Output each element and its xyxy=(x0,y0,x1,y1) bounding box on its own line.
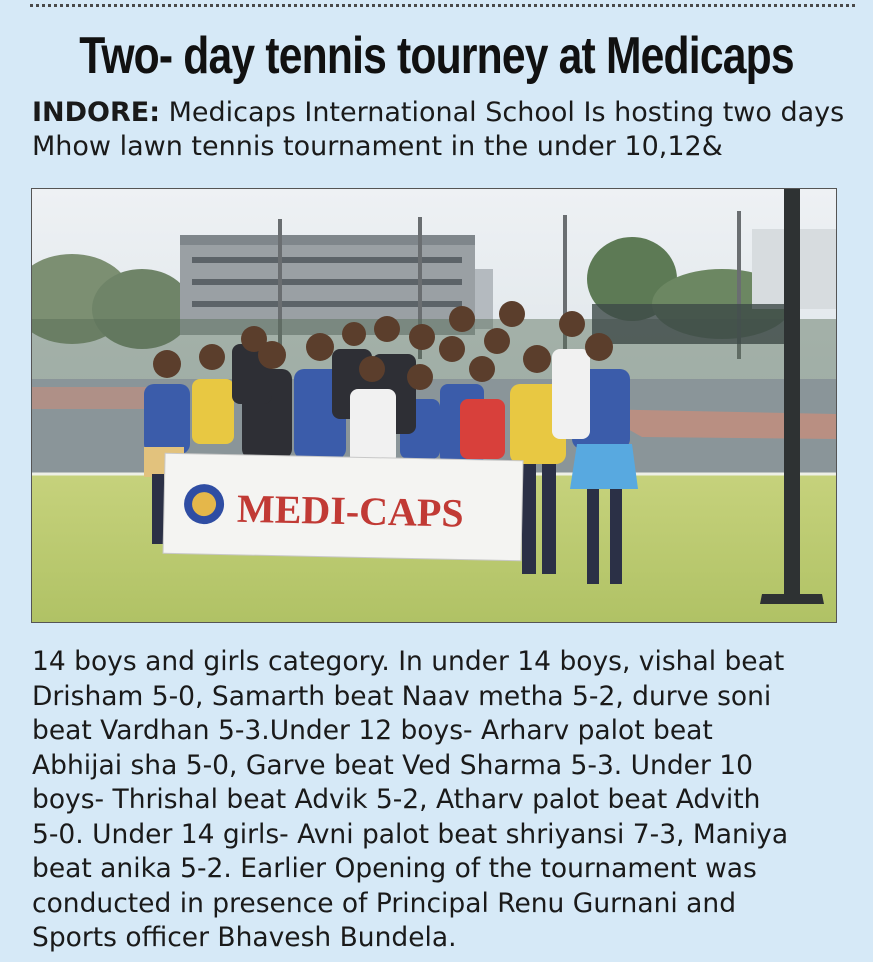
medicaps-banner xyxy=(163,453,523,560)
dateline: INDORE: xyxy=(32,97,161,128)
lead-paragraph xyxy=(32,96,853,164)
banner-text: MEDI-CAPS xyxy=(236,485,465,536)
lead-text: Medicaps International School Is hosting two days Mhow lawn tennis tournament in the under 10,12& xyxy=(32,97,845,162)
article-body: 14 boys and girls category. In under 14 boys, vishal beat Drisham 5-0, Samarth beat Naav metha 5-2, durve soni beat Vardhan 5-3.Under 12 boys- Arharv palot beat Abhijai sha 5-0, Garve beat Ved Sharma 5-3. Under 10 boys- Thrishal beat Advik 5-2, Atharv palot beat Advith 5-0. Under 14 girls- Avni palot beat shriyansi 7-3, Maniya beat anika 5-2. Earlier Opening of the tournament was conducted in presence of Principal Renu Gurnani and Sports officer Bhavesh Bundela. xyxy=(32,646,789,953)
top-dotted-rule xyxy=(30,4,855,7)
headline: Two- day tennis tourney at Medicaps xyxy=(79,27,794,85)
net-pole xyxy=(784,189,800,594)
news-photo xyxy=(31,188,837,623)
